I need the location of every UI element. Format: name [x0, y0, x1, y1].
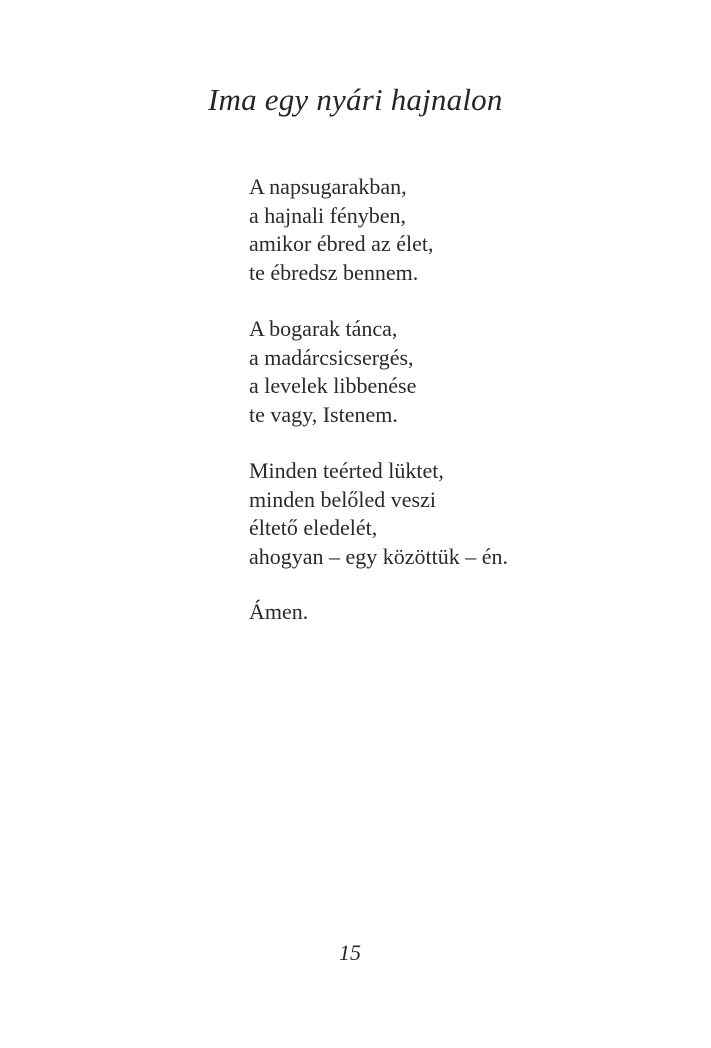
- poem-stanza-3: [249, 457, 508, 571]
- poem-line: a levelek libbenése: [249, 373, 417, 398]
- poem-line: A napsugarakban,: [249, 174, 407, 199]
- poem-line: te ébredsz bennem.: [249, 259, 419, 285]
- page-number: 15: [339, 940, 361, 965]
- poem-line: a hajnali fényben,: [249, 202, 406, 228]
- poem-line: amikor ébred az élet,: [249, 231, 434, 256]
- poem-line: ahogyan – egy közöttük – én.: [249, 543, 509, 569]
- poem-stanza-2: [249, 315, 416, 429]
- poem-title: Ima egy nyári hajnalon: [208, 82, 503, 117]
- poem-stanza-1: [249, 173, 433, 287]
- poem-stanza-4: [249, 598, 308, 627]
- poem-line: Minden teérted lüktet,: [249, 458, 444, 483]
- poem-line: minden belőled veszi: [249, 486, 436, 512]
- poem-line: a madárcsicsergés,: [249, 344, 414, 370]
- poem-line: Ámen.: [249, 599, 309, 624]
- poem-line: A bogarak tánca,: [249, 316, 398, 341]
- poem-line: te vagy, Istenem.: [249, 401, 398, 427]
- poem-line: éltető eledelét,: [249, 515, 378, 540]
